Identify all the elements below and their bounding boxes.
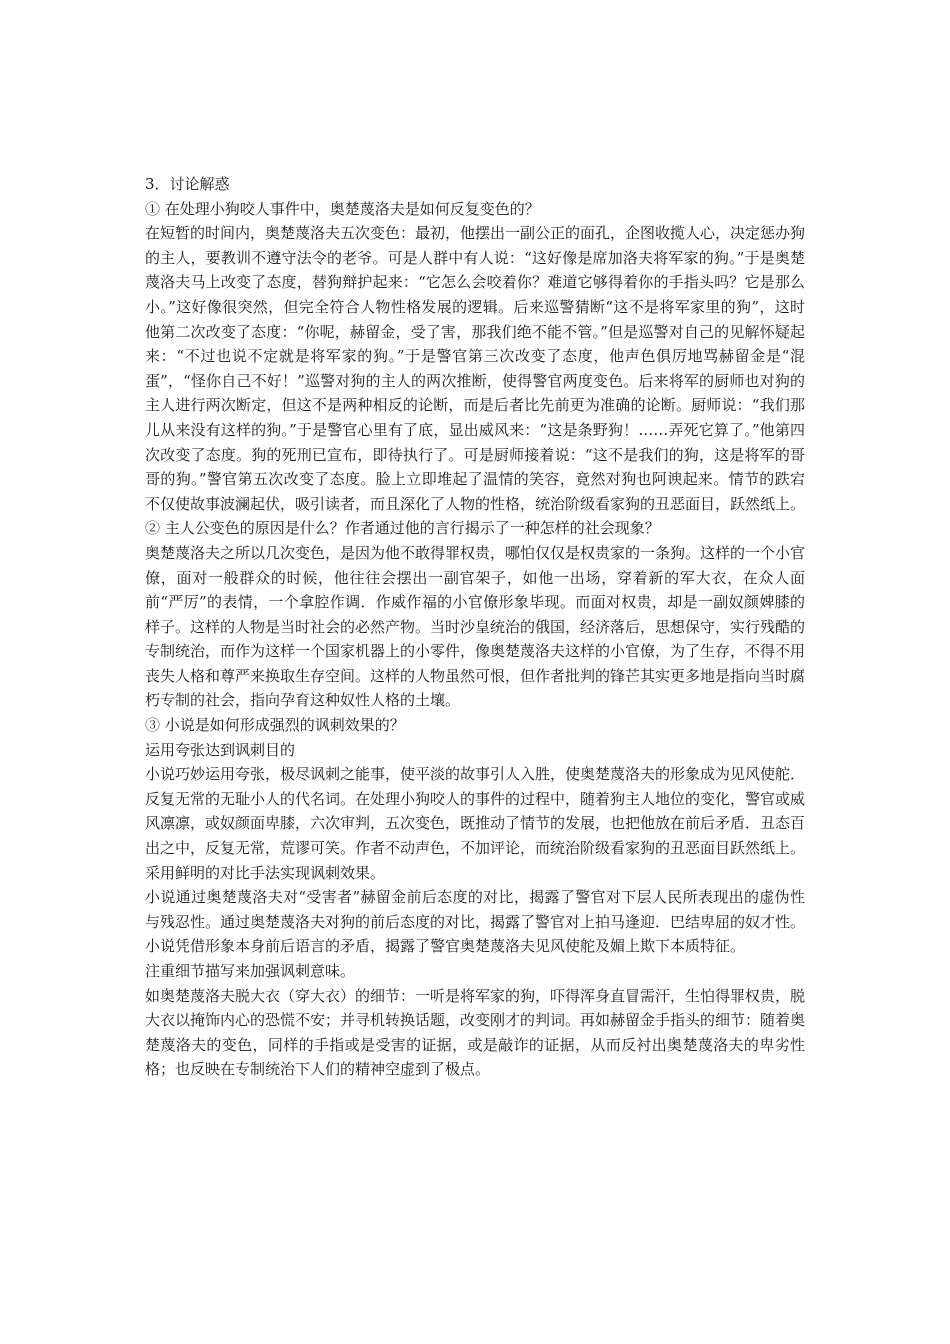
point-3-title: 注重细节描写来加强讽刺意味。: [145, 962, 356, 980]
answer-1: 在短暂的时间内，奥楚蔑洛夫五次变色：最初，他摆出一副公正的面孔，企图收揽人心，决定惩办狗的主人，要教训不遵守法令的老爷。可是人群中有人说：“这好像是席加洛夫将军家的狗。”于是奥楚蔑洛夫马上改变了态度，替狗辩护起来：“它怎么会咬着你？难道它够得着你的手指头吗？它是那么小。”这好像很突然，但完全符合人物性格发展的逻辑。后来巡警猜断“这不是将军家里的狗”，这时他第二次改变了态度：“你呢，赫留金，受了害，那我们绝不能不管。”但是巡警对自己的见解怀疑起来：“不过也说不定就是将军家的狗。”于是警官第三次改变了态度，他声色俱厉地骂赫留金是“混蛋”，“怪你自己不好！”巡警对狗的主人的两次推断，使得警官两度变色。后来将军的厨师也对狗的主人进行两次断定，但这不是两种相反的论断，而是后者比先前更为准确的论断。厨师说：“我们那儿从来没有这样的狗。”于是警官心里有了底，显出威风来：“这是条野狗！……弄死它算了。”他第四次改变了态度。狗的死刑已宣布，即待执行了。可是厨师接着说：“这不是我们的狗，这是将军的哥哥的狗。”警官第五次改变了态度。脸上立即堆起了温情的笑容，竟然对狗也阿谀起来。情节的跌宕不仅使故事波澜起伏，吸引读者，而且深化了人物的性格，统治阶级看家狗的丑恶面目，跃然纸上。: [145, 224, 806, 513]
point-2-text: 小说通过奥楚蔑洛夫对“受害者”赫留金前后态度的对比，揭露了警官对下层人民所表现出的虚伪性与残忍性。通过奥楚蔑洛夫对狗的前后态度的对比，揭露了警官对上拍马逢迎．巴结卑屈的奴才性。小说凭借形象本身前后语言的矛盾，揭露了警官奥楚蔑洛夫见风使舵及媚上欺下本质特征。: [145, 888, 806, 956]
point-1-title: 运用夸张达到讽刺目的: [145, 740, 296, 759]
point-2-title: 采用鲜明的对比手法实现讽刺效果。: [145, 863, 386, 882]
question-3: ③ 小说是如何形成强烈的讽刺效果的？: [145, 716, 405, 735]
question-1: ① 在处理小狗咬人事件中，奥楚蔑洛夫是如何反复变色的？: [145, 199, 540, 218]
section-heading: 3．讨论解惑: [145, 175, 230, 193]
answer-2: 奥楚蔑洛夫之所以几次变色，是因为他不敢得罪权贵，哪怕仅仅是权贵家的一条狗。这样的一个小官僚，面对一般群众的时候，他往往会摆出一副官架子，如他一出场，穿着新的军大衣，在众人面前“严厉”的表情，一个拿腔作调．作威作福的小官僚形象毕现。而面对权贵，却是一副奴颜婢膝的样子。这样的人物是当时社会的必然产物。当时沙皇统治的俄国，经济落后，思想保守，实行残酷的专制统治，而作为这样一个国家机器上的小零件，像奥楚蔑洛夫这样的小官僚，为了生存，不得不用丧失人格和尊严来换取生存空间。这样的人物虽然可恨，但作者批判的锋芒其实更多地是指向当时腐朽专制的社会，指向孕育这种奴性人格的土壤。: [145, 543, 806, 710]
point-1-text: 小说巧妙运用夸张，极尽讽刺之能事，使平淡的故事引人入胜，使奥楚蔑洛夫的形象成为见风使舵．反复无常的无耻小人的代名词。在处理小狗咬人的事件的过程中，随着狗主人地位的变化，警官或威风凛凛，或奴颜面卑膝，六次审判，五次变色，既推动了情节的发展，也把他放在前后矛盾．丑态百出之中，反复无常，荒谬可笑。作者不动声色，不加评论，而统治阶级看家狗的丑恶面目跃然纸上。: [145, 765, 806, 858]
document-page: [145, 172, 805, 1082]
question-2: ② 主人公变色的原因是什么？作者通过他的言行揭示了一种怎样的社会现象？: [145, 519, 660, 538]
point-3-text: 如奥楚蔑洛夫脱大衣（穿大衣）的细节：一听是将军家的狗，吓得浑身直冒需汗，生怕得罪权贵，脱大衣以掩饰内心的恐慌不安；并寻机转换话题，改变刚才的判词。再如赫留金手指头的细节：随着奥楚蔑洛夫的变色，同样的手指或是受害的证据，或是敲诈的证据，从而反衬出奥楚蔑洛夫的卑劣性格；也反映在专制统治下人们的精神空虚到了极点。: [145, 986, 806, 1079]
